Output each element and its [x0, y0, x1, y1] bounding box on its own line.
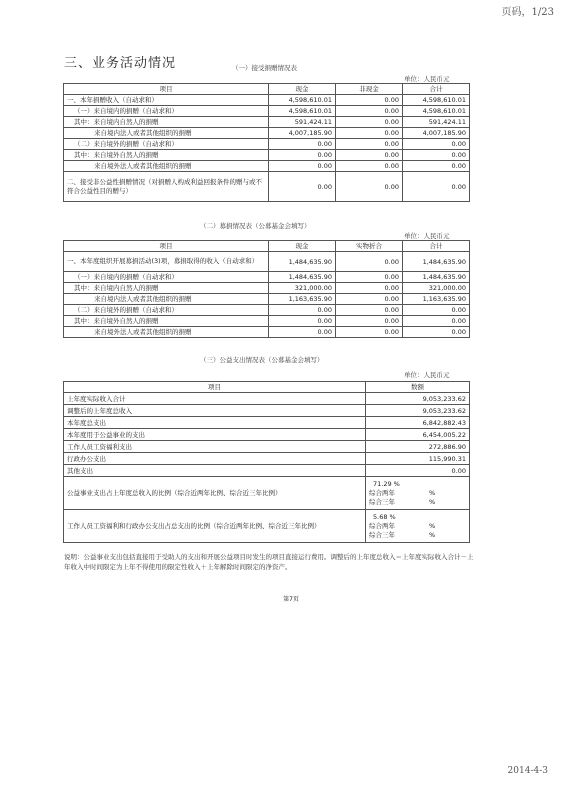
cash-cell: 1,484,635.90: [269, 252, 336, 272]
table1-unit: 单位：人民币元: [404, 75, 450, 83]
row-label: （二）来自境外的捐赠（自动求和）: [64, 139, 269, 150]
page-header: 页码，1/23: [501, 7, 554, 18]
total-cell: 4,598,610.01: [403, 95, 470, 106]
percent-sign: %: [429, 488, 436, 497]
table-row: [64, 139, 470, 150]
col-header: 现金: [269, 241, 336, 252]
amount-cell: 6,454,005.22: [366, 429, 470, 441]
fundraising-table: [63, 240, 470, 338]
table-row: [64, 405, 470, 417]
total-cell: 4,598,610.01: [403, 106, 470, 117]
percent-sign: %: [429, 530, 436, 539]
inkind-cell: 0.00: [336, 272, 403, 283]
row-label: 来自境外法人或者其他组织的捐赠: [64, 327, 269, 338]
row-label: 其中：来自境内自然人的捐赠: [64, 117, 269, 128]
total-cell: 0.00: [403, 172, 470, 202]
three-year-label: 综合三年: [369, 497, 395, 506]
row-label: 其中：来自境外自然人的捐赠: [64, 150, 269, 161]
cash-cell: 4,598,610.01: [269, 95, 336, 106]
welfare-expenditure-table: [63, 381, 470, 543]
table-row: [64, 172, 470, 202]
table-row: [64, 453, 470, 465]
table-header-row: [64, 241, 470, 252]
percent-sign: %: [429, 521, 436, 530]
section-title: 三、业务活动情况: [64, 56, 177, 71]
table-row: [64, 106, 470, 117]
table-row: [64, 294, 470, 305]
table2-unit: 单位：人民币元: [404, 232, 450, 240]
inkind-cell: 0.00: [336, 327, 403, 338]
noncash-cell: 0.00: [336, 139, 403, 150]
row-label: 行政办公支出: [64, 453, 366, 465]
inkind-cell: 0.00: [336, 305, 403, 316]
total-cell: 0.00: [403, 161, 470, 172]
row-label: 来自境内法人或者其他组织的捐赠: [64, 294, 269, 305]
table-row: [64, 150, 470, 161]
table-row: [64, 305, 470, 316]
col-header: 合计: [403, 241, 470, 252]
two-year-label: 综合两年: [369, 488, 395, 497]
noncash-cell: 0.00: [336, 161, 403, 172]
ratio2-cell: [366, 510, 470, 543]
three-year-label: 综合三年: [369, 530, 395, 539]
row-label: （一）来自境内的捐赠（自动求和）: [64, 272, 269, 283]
table-row: [64, 477, 470, 510]
amount-cell: 9,053,233.62: [366, 393, 470, 405]
cash-cell: 591,424.11: [269, 117, 336, 128]
row-label: 调整后的上年度总收入: [64, 405, 366, 417]
row-label: 二、接受非公益性捐赠情况（对捐赠人构成利益回报条件的赠与或不符合公益性目的赠与）: [64, 172, 269, 202]
cash-cell: 1,484,635.90: [269, 272, 336, 283]
amount-cell: 115,990.31: [366, 453, 470, 465]
ratio1-three-year: [369, 498, 466, 507]
row-label: 一、本年捐赠收入（自动求和）: [64, 95, 269, 106]
table-row: [64, 272, 470, 283]
total-cell: 591,424.11: [403, 117, 470, 128]
ratio1-two-year: [369, 489, 466, 498]
inkind-cell: 0.00: [336, 252, 403, 272]
row-label: 来自境外法人或者其他组织的捐赠: [64, 161, 269, 172]
cash-cell: 0.00: [269, 172, 336, 202]
noncash-cell: 0.00: [336, 128, 403, 139]
table-row: [64, 283, 470, 294]
col-header: 实物折合: [336, 241, 403, 252]
cash-cell: 0.00: [269, 139, 336, 150]
percent-sign: %: [429, 497, 436, 506]
cash-cell: 4,007,185.90: [269, 128, 336, 139]
inkind-cell: 0.00: [336, 316, 403, 327]
table-row: [64, 393, 470, 405]
two-year-label: 综合两年: [369, 521, 395, 530]
row-label: 工作人员工资福利支出: [64, 441, 366, 453]
col-header: 项目: [64, 241, 269, 252]
amount-cell: 272,886.90: [366, 441, 470, 453]
col-header: 现金: [269, 84, 336, 95]
col-header: 非现金: [336, 84, 403, 95]
amount-cell: 6,842,882.43: [366, 417, 470, 429]
table-row: [64, 465, 470, 477]
row-label: （二）来自境外的捐赠（自动求和）: [64, 305, 269, 316]
table1-caption: （一）接受捐赠情况表: [232, 64, 297, 72]
cash-cell: 0.00: [269, 150, 336, 161]
print-date: 2014-4-3: [507, 766, 548, 776]
inkind-cell: 0.00: [336, 283, 403, 294]
total-cell: 4,007,185.90: [403, 128, 470, 139]
row-label: 其他支出: [64, 465, 366, 477]
total-cell: 321,000.00: [403, 283, 470, 294]
cash-cell: 0.00: [269, 327, 336, 338]
ratio2-two-year: [369, 522, 466, 531]
table-header-row: [64, 84, 470, 95]
total-cell: 1,163,635.90: [403, 294, 470, 305]
amount-cell: 9,053,233.62: [366, 405, 470, 417]
ratio2-three-year: [369, 531, 466, 540]
total-cell: 0.00: [403, 150, 470, 161]
table-row: [64, 252, 470, 272]
cash-cell: 0.00: [269, 316, 336, 327]
total-cell: 1,484,635.90: [403, 272, 470, 283]
total-cell: 0.00: [403, 327, 470, 338]
row-label: 其中：来自境内自然人的捐赠: [64, 283, 269, 294]
table-row: [64, 510, 470, 543]
total-cell: 1,484,635.90: [403, 252, 470, 272]
cash-cell: 0.00: [269, 305, 336, 316]
cash-cell: 0.00: [269, 161, 336, 172]
cash-cell: 4,598,610.01: [269, 106, 336, 117]
total-cell: 0.00: [403, 305, 470, 316]
total-cell: 0.00: [403, 139, 470, 150]
noncash-cell: 0.00: [336, 106, 403, 117]
page-number: 第7页: [283, 596, 299, 603]
explanation-note: 说明：公益事业支出包括直接用于受助人的支出和开展公益项目时发生的项目直接运行费用。调整后的上年度总收入＝上年度实际收入合计－上年收入中时间限定为上年不得使用的限定性收入＋上年解除时间限定的净资产。: [64, 553, 474, 571]
row-label: 上年度实际收入合计: [64, 393, 366, 405]
ratio2-value: 5.68 %: [373, 512, 396, 521]
table-header-row: [64, 382, 470, 393]
ratio2-label: 工作人员工资福利和行政办公支出占总支出的比例（综合近两年比例、综合近三年比例）: [64, 510, 366, 543]
cash-cell: 1,163,635.90: [269, 294, 336, 305]
row-label: 本年度用于公益事业的支出: [64, 429, 366, 441]
row-label: 其中：来自境外自然人的捐赠: [64, 316, 269, 327]
row-label: 本年度总支出: [64, 417, 366, 429]
amount-cell: 0.00: [366, 465, 470, 477]
cash-cell: 321,000.00: [269, 283, 336, 294]
row-label: 一、本年度组织开展募捐活动(3)项，募捐取得的收入（自动求和）: [64, 252, 269, 272]
ratio1-label: 公益事业支出占上年度总收入的比例（综合近两年比例、综合近三年比例）: [64, 477, 366, 510]
noncash-cell: 0.00: [336, 117, 403, 128]
col-header: 项目: [64, 84, 269, 95]
table-row: [64, 161, 470, 172]
table3-caption: （三）公益支出情况表（公募基金会填写）: [200, 356, 324, 364]
col-header: 项目: [64, 382, 366, 393]
table-row: [64, 316, 470, 327]
noncash-cell: 0.00: [336, 172, 403, 202]
table-row: [64, 95, 470, 106]
table-row: [64, 429, 470, 441]
table-row: [64, 128, 470, 139]
table-row: [64, 117, 470, 128]
table-row: [64, 417, 470, 429]
ratio1-value: 71.29 %: [373, 479, 400, 488]
row-label: 来自境内法人或者其他组织的捐赠: [64, 128, 269, 139]
noncash-cell: 0.00: [336, 95, 403, 106]
col-header: 合计: [403, 84, 470, 95]
inkind-cell: 0.00: [336, 294, 403, 305]
total-cell: 0.00: [403, 316, 470, 327]
col-header: 数额: [366, 382, 470, 393]
table-row: [64, 327, 470, 338]
noncash-cell: 0.00: [336, 150, 403, 161]
table2-caption: （二）募捐情况表（公募基金会填写）: [200, 222, 311, 230]
table3-unit: 单位：人民币元: [404, 371, 450, 379]
row-label: （一）来自境内的捐赠（自动求和）: [64, 106, 269, 117]
donation-table: [63, 83, 470, 202]
ratio1-cell: [366, 477, 470, 510]
table-row: [64, 441, 470, 453]
